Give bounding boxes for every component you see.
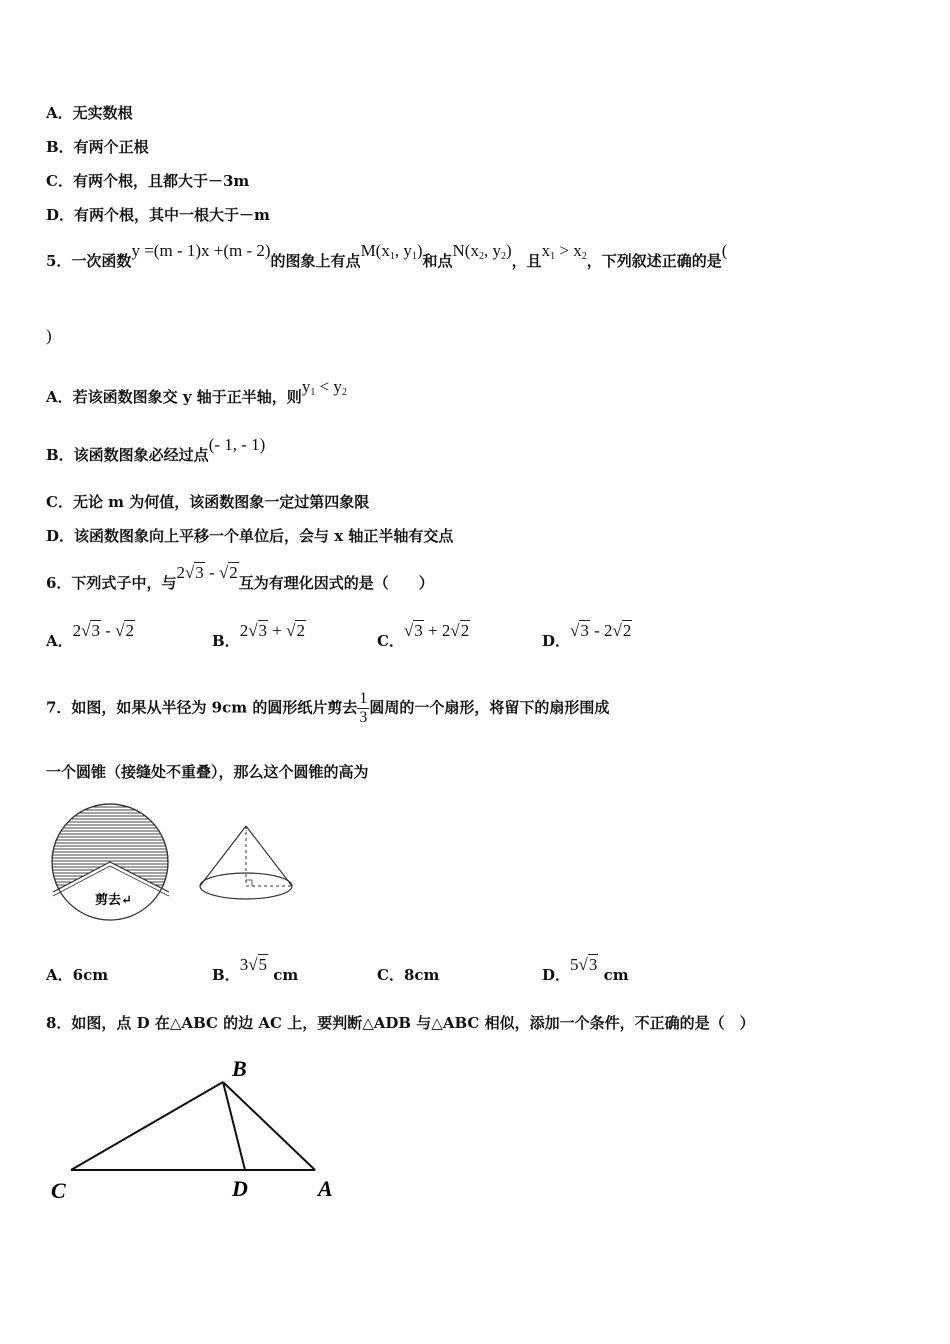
q6-option-b-math: 2√3 + √2 — [239, 621, 305, 640]
q6-stem: 6．下列式子中，与2√3 - √2互为有理化因式的是（ ） — [46, 563, 434, 592]
q5-paren-open: ( — [721, 241, 728, 260]
q7-option-c: C．8cm — [377, 966, 440, 984]
q6-option-c: C．√3 + 2√2 — [377, 621, 470, 650]
q8-stem: 8．如图，点 D 在△ABC 的边 AC 上，要判断△ADB 与△ABC 相似，添加一个条件，不正确的是（ ） — [46, 1014, 755, 1032]
q7-stem-line2: 一个圆锥（接缝处不重叠），那么这个圆锥的高为 — [46, 763, 369, 781]
q8-label-a: A — [318, 1176, 333, 1201]
q8-side-ba — [223, 1082, 315, 1170]
q5-option-a-math: $y_1 < y_2$ — [301, 377, 347, 398]
q7-stem-line1: 7．如图，如果从半径为 9cm 的圆形纸片剪去 $\frac{1}{3}$ 圆周的一个扇形，将留下的扇形围成 — [46, 690, 610, 726]
q6-option-c-math: √3 + 2√2 — [403, 621, 470, 640]
q5-paren-close: ) — [46, 326, 52, 345]
q5-point-n: $N(x_2$, $y_2$) — [452, 241, 512, 262]
q5-formula: y =(m - 1)x +(m - 2) — [131, 241, 271, 260]
q4-option-d: D．有两个根，其中一根大于－m — [46, 206, 270, 224]
q7-option-d: D．5√3 cm — [542, 955, 629, 984]
q7-option-b-math: 3√5 — [239, 955, 268, 974]
q5-option-b-math: (- 1, - 1) — [208, 435, 266, 454]
q6-option-d: D．√3 - 2√2 — [542, 621, 632, 650]
q4-option-a: A．无实数根 — [46, 104, 133, 122]
q6-option-a: A．2√3 - √2 — [46, 621, 134, 650]
q6-option-d-math: √3 - 2√2 — [570, 621, 632, 640]
q5-mid1: 的图象上有点 — [270, 252, 361, 270]
q7-fraction: $\frac{1}{3}$ — [359, 690, 368, 726]
q5-mid3: ，且 — [511, 252, 542, 270]
q8-label-b: B — [232, 1056, 247, 1081]
q6-option-b: B．2√3 + √2 — [212, 621, 305, 650]
q8-segment-bd — [223, 1082, 245, 1170]
q6-expr: 2√3 - √2 — [176, 563, 238, 582]
q5-stem — [46, 241, 728, 272]
q8-side-cb — [71, 1082, 223, 1170]
q5-condition: $x_1 > x_2$ — [541, 241, 587, 262]
q5-suffix: ，下列叙述正确的是 — [586, 252, 722, 270]
q7-figure — [45, 800, 305, 930]
q5-prefix: 5．一次函数 — [46, 252, 132, 270]
q6-option-a-math: 2√3 - √2 — [72, 621, 134, 640]
q7-option-a: A．6cm — [46, 966, 109, 984]
q4-option-b: B．有两个正根 — [46, 138, 149, 156]
q7-option-b: B．3√5 cm — [212, 955, 299, 984]
q5-option-a: A．若该函数图象交 y 轴于正半轴，则$y_1 < y_2$ — [46, 377, 347, 406]
q5-option-b: B．该函数图象必经过点(- 1, - 1) — [46, 435, 266, 464]
q5-point-m: $M(x_1$, $y_1$) — [360, 241, 423, 262]
q8-triangle-figure — [45, 1050, 355, 1210]
q4-option-c: C．有两个根，且都大于－3m — [46, 172, 250, 190]
q8-label-d: D — [232, 1176, 248, 1201]
q7-cut-label: 剪去↵ — [95, 892, 132, 907]
q5-option-c: C．无论 m 为何值，该函数图象一定过第四象限 — [46, 493, 370, 511]
q5-mid2: 和点 — [422, 252, 453, 270]
q5-option-d: D．该函数图象向上平移一个单位后，会与 x 轴正半轴有交点 — [46, 527, 454, 545]
q7-cone — [200, 826, 292, 899]
q7-option-d-math: 5√3 — [570, 955, 598, 974]
q8-label-c: C — [51, 1178, 66, 1203]
